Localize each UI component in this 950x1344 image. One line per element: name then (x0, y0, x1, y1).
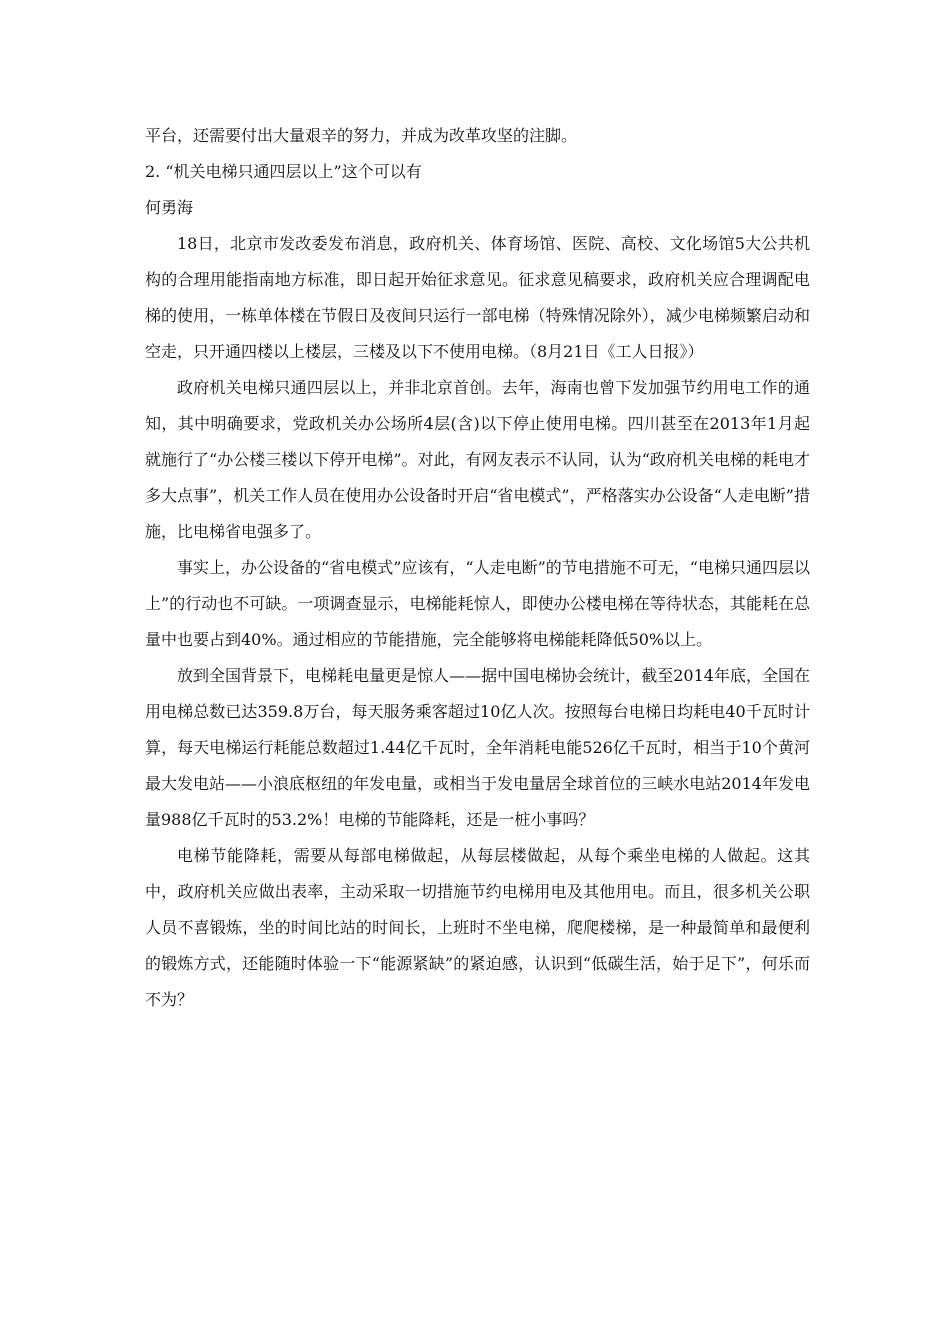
paragraph: 18日，北京市发改委发布消息，政府机关、体育场馆、医院、高校、文化场馆5大公共机构的合理用能指南地方标准，即日起开始征求意见。征求意见稿要求，政府机关应合理调配电梯的使用，一栋单体楼在节假日及夜间只运行一部电梯（特殊情况除外），减少电梯频繁启动和空走，只开通四楼以上楼层，三楼及以下不使用电梯。（8月21日《工人日报》） (145, 234, 810, 361)
author-name: 何勇海 (145, 198, 194, 217)
paragraph: 放到全国背景下，电梯耗电量更是惊人——据中国电梯协会统计，截至2014年底，全国在用电梯总数已达359.8万台，每天服务乘客超过10亿人次。按照每台电梯日均耗电40千瓦时计算，每天电梯运行耗能总数超过1.44亿千瓦时，全年消耗电能526亿千瓦时，相当于10个黄河最大发电站——小浪底枢纽的年发电量，或相当于发电量居全球首位的三峡水电站2014年发电量988亿千瓦时的53.2%！电梯的节能降耗，还是一桩小事吗？ (145, 666, 810, 829)
paragraph: 政府机关电梯只通四层以上，并非北京首创。去年，海南也曾下发加强节约用电工作的通知，其中明确要求，党政机关办公场所4层(含)以下停止使用电梯。四川甚至在2013年1月起就施行了“办公楼三楼以下停开电梯”。对此，有网友表示不认同，认为“政府机关电梯的耗电才多大点事”，机关工作人员在使用办公设备时开启“省电模式”，严格落实办公设备“人走电断”措施，比电梯省电强多了。 (145, 378, 810, 541)
article-text (145, 118, 810, 1018)
lead-line: 平台，还需要付出大量艰辛的努力，并成为改革攻坚的注脚。 (145, 126, 578, 145)
section-heading: 2. “机关电梯只通四层以上”这个可以有 (145, 162, 422, 181)
paragraph: 电梯节能降耗，需要从每部电梯做起，从每层楼做起，从每个乘坐电梯的人做起。这其中，政府机关应做出表率，主动采取一切措施节约电梯用电及其他用电。而且，很多机关公职人员不喜锻炼，坐的时间比站的时间长，上班时不坐电梯，爬爬楼梯，是一种最简单和最便利的锻炼方式，还能随时体验一下“能源紧缺”的紧迫感，认识到“低碳生活，始于足下”，何乐而不为？ (145, 846, 810, 1009)
paragraph: 事实上，办公设备的“省电模式”应该有，“人走电断”的节电措施不可无，“电梯只通四层以上”的行动也不可缺。一项调查显示，电梯能耗惊人，即使办公楼电梯在等待状态，其能耗在总量中也要占到40%。通过相应的节能措施，完全能够将电梯能耗降低50%以上。 (145, 558, 810, 649)
